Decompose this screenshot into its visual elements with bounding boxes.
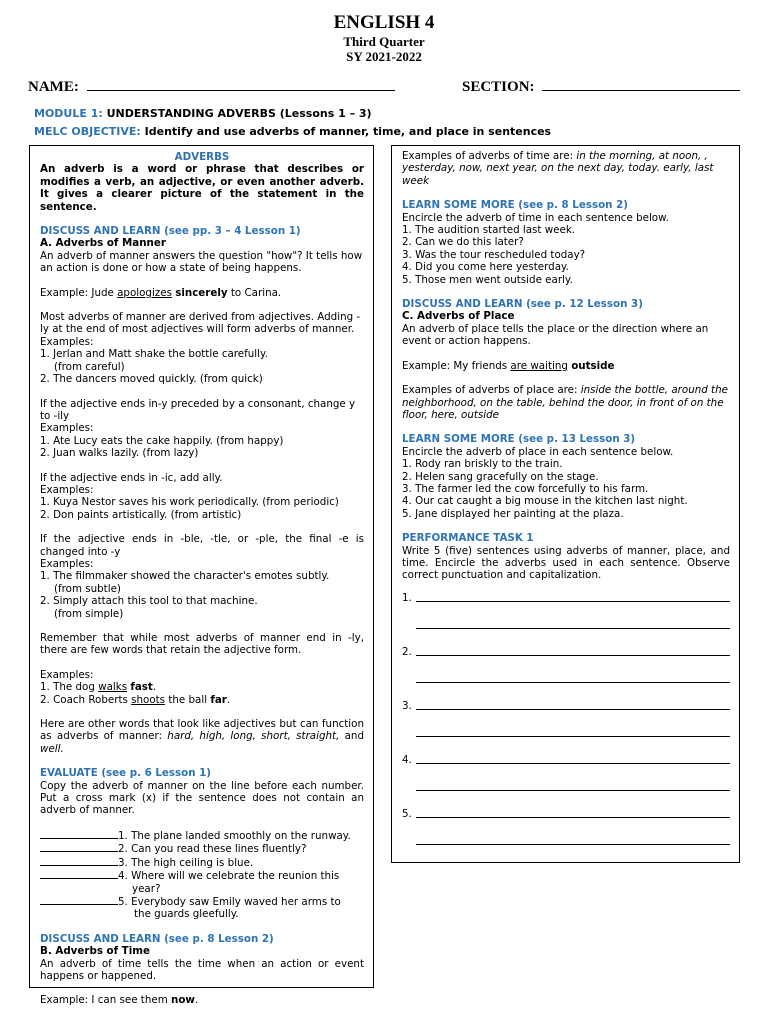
- answer-blank[interactable]: [40, 856, 118, 866]
- section-line[interactable]: [542, 78, 740, 91]
- answer-line[interactable]: [416, 682, 730, 683]
- answer-line-row: [402, 754, 730, 781]
- list-item: 2. Helen sang gracefully on the stage.: [402, 470, 599, 483]
- quarter-label: Third Quarter: [343, 34, 425, 49]
- list-item: 1. Rody ran briskly to the train.: [402, 458, 563, 471]
- melc-text: Identify and use adverbs of manner, time, and place in sentences: [144, 125, 552, 138]
- answer-line[interactable]: [416, 628, 730, 629]
- list-item: 2. The dancers moved quickly. (from quick): [40, 373, 263, 386]
- list-item: 1. The dog walks fast.: [40, 681, 157, 694]
- examples-label: Examples:: [40, 557, 94, 570]
- time-examples-text: Examples of adverbs of time are: in the morning, at noon, , yesterday, now, next year, on the next day, today. early, last week: [402, 150, 714, 187]
- answer-blank[interactable]: [40, 829, 118, 839]
- evaluate-instructions: Copy the adverb of manner on the line before each number. Put a cross mark (x) if the sentence does not contain an adverb of manner.: [40, 779, 364, 817]
- list-item-note: (from careful): [54, 360, 125, 373]
- adverb-definition: An adverb is a word or phrase that describes or modifies a verb, an adjective, or even another adverb. It gives a clearer picture of the statement in the sentence.: [40, 163, 364, 213]
- melc-line: [34, 125, 551, 138]
- evaluate-item: 1. The plane landed smoothly on the runway.: [40, 829, 364, 842]
- list-item: 2. Simply attach this tool to that machine.: [40, 595, 258, 608]
- evaluate-item: 4. Where will we celebrate the reunion this: [40, 869, 364, 882]
- list-item: 1. Ate Lucy eats the cake happily. (from happy): [40, 434, 284, 447]
- list-item: 1. The audition started last week.: [402, 224, 576, 237]
- answer-line[interactable]: [416, 709, 730, 710]
- list-item: 4. Did you come here yesterday.: [402, 261, 569, 274]
- module-line: [34, 107, 372, 120]
- list-item: 1. Kuya Nestor saves his work periodically. (from periodic): [40, 496, 339, 509]
- answer-line-row-2: [402, 673, 730, 700]
- learn-more-1-instructions: Encircle the adverb of time in each sentence below.: [402, 211, 669, 224]
- adverbs-heading: ADVERBS: [174, 151, 230, 163]
- examples-label: Examples:: [40, 422, 94, 435]
- answer-line[interactable]: [416, 844, 730, 845]
- evaluate-item: 3. The high ceiling is blue.: [40, 856, 364, 869]
- answer-number: 2.: [402, 645, 412, 658]
- manner-definition: An adverb of manner answers the question "how"? It tells how an action is done or how a state of being happens.: [40, 249, 363, 275]
- performance-task-instructions: Write 5 (five) sentences using adverbs of manner, place, and time. Encircle the adverbs used in each sentence. Observe correct punctuation and capitalization.: [402, 544, 730, 582]
- answer-line-row-2: [402, 619, 730, 646]
- manner-example: Example: Jude apologizes sincerely to Carina.: [40, 286, 282, 299]
- answer-number: 1.: [402, 591, 412, 604]
- learn-more-2-heading: LEARN SOME MORE (see p. 13 Lesson 3): [402, 433, 636, 446]
- module-text: UNDERSTANDING ADVERBS (Lessons 1 – 3): [106, 107, 372, 120]
- evaluate-item: 2. Can you read these lines fluently?: [40, 842, 364, 855]
- name-line[interactable]: [87, 78, 395, 91]
- answer-line-row: [402, 592, 730, 619]
- list-item-note: (from subtle): [54, 582, 121, 595]
- answer-blank[interactable]: [40, 895, 118, 905]
- evaluate-item: 5. Everybody saw Emily waved her arms to: [40, 895, 364, 908]
- list-item: 4. Our cat caught a big mouse in the kitchen last night.: [402, 495, 688, 508]
- answer-number: 4.: [402, 753, 412, 766]
- answer-blank[interactable]: [40, 842, 118, 852]
- answer-number: 3.: [402, 699, 412, 712]
- time-definition: An adverb of time tells the time when an action or event happens or happened.: [40, 957, 364, 982]
- answer-line[interactable]: [416, 736, 730, 737]
- answer-number: 5.: [402, 807, 412, 820]
- list-item: 2. Coach Roberts shoots the ball far.: [40, 693, 231, 706]
- adverbs-of-time-subheading: B. Adverbs of Time: [40, 945, 150, 958]
- evaluate-heading: EVALUATE (see p. 6 Lesson 1): [40, 767, 211, 780]
- y-rule-text: If the adjective ends in-y preceded by a consonant, change y to -ily: [40, 397, 356, 422]
- right-column: [391, 145, 740, 863]
- learn-more-1-heading: LEARN SOME MORE (see p. 8 Lesson 2): [402, 199, 628, 212]
- answer-line[interactable]: [416, 763, 730, 764]
- examples-label: Examples:: [40, 335, 94, 348]
- left-column: [29, 145, 374, 1007]
- section-label: SECTION:: [462, 79, 535, 95]
- adverbs-of-place-subheading: C. Adverbs of Place: [402, 310, 515, 323]
- time-example: Example: I can see them now.: [40, 994, 199, 1007]
- list-item: 2. Can we do this later?: [402, 236, 524, 249]
- name-field[interactable]: [28, 78, 395, 96]
- examples-label: Examples:: [40, 668, 94, 681]
- list-item: 3. Was the tour rescheduled today?: [402, 248, 586, 261]
- answer-line-row-2: [402, 727, 730, 754]
- answer-line[interactable]: [416, 817, 730, 818]
- place-examples-text: Examples of adverbs of place are: inside the bottle, around the neighborhood, on the table, behind the door, in front of on the floor, here, outside: [402, 384, 728, 421]
- list-item: 3. The farmer led the cow forcefully to his farm.: [402, 482, 649, 495]
- list-item: 5. Jane displayed her painting at the plaza.: [402, 507, 624, 520]
- ic-rule-text: If the adjective ends in -ic, add ally.: [40, 471, 223, 484]
- learn-more-2-instructions: Encircle the adverb of place in each sentence below.: [402, 445, 674, 458]
- list-item: 2. Don paints artistically. (from artistic): [40, 508, 242, 521]
- performance-task-heading: PERFORMANCE TASK 1: [402, 532, 534, 545]
- remember-text: Remember that while most adverbs of manner end in -ly, there are few words that retain the adjective form.: [40, 632, 364, 657]
- answer-line-row-2: [402, 835, 730, 862]
- adverbs-of-manner-subheading: A. Adverbs of Manner: [40, 237, 166, 250]
- answer-line-row-2: [402, 781, 730, 808]
- ble-rule-text: If the adjective ends in -ble, -tle, or -ple, the final -e is changed into -y: [40, 533, 364, 558]
- melc-label: MELC OBJECTIVE:: [34, 125, 141, 138]
- evaluate-item-cont: year?: [132, 882, 161, 895]
- answer-line-row: [402, 808, 730, 835]
- examples-label: Examples:: [40, 483, 94, 496]
- place-definition: An adverb of place tells the place or the direction where an event or action happens.: [402, 322, 709, 348]
- ly-rule-text: Most adverbs of manner are derived from adjectives. Adding -ly at the end of most adjectives will form adverbs of manner.: [40, 311, 361, 336]
- answer-line[interactable]: [416, 790, 730, 791]
- other-words-text: Here are other words that look like adjectives but can function as adverbs of manner: hard, high, long, short, straight, and well.: [40, 718, 364, 755]
- section-field[interactable]: [462, 78, 740, 96]
- list-item-note: (from simple): [54, 607, 124, 620]
- discuss-learn-1-heading: DISCUSS AND LEARN (see pp. 3 – 4 Lesson 1): [40, 225, 301, 238]
- school-year-label: SY 2021-2022: [346, 49, 422, 64]
- answer-line[interactable]: [416, 655, 730, 656]
- worksheet-title: ENGLISH 4: [333, 12, 435, 33]
- list-item: 1. Jerlan and Matt shake the bottle carefully.: [40, 348, 268, 361]
- list-item: 1. The filmmaker showed the character's emotes subtly.: [40, 570, 330, 583]
- answer-lines: [402, 592, 730, 862]
- discuss-learn-3-heading: DISCUSS AND LEARN (see p. 12 Lesson 3): [402, 298, 643, 311]
- answer-line-row: [402, 700, 730, 727]
- list-item: 5. Those men went outside early.: [402, 273, 573, 286]
- place-example: Example: My friends are waiting outside: [402, 359, 615, 372]
- evaluate-item-cont: the guards gleefully.: [134, 908, 239, 921]
- answer-line[interactable]: [416, 601, 730, 602]
- list-item: 2. Juan walks lazily. (from lazy): [40, 447, 199, 460]
- module-label: MODULE 1:: [34, 107, 103, 120]
- answer-line-row: [402, 646, 730, 673]
- discuss-learn-2-heading: DISCUSS AND LEARN (see p. 8 Lesson 2): [40, 932, 274, 945]
- name-label: NAME:: [28, 79, 79, 95]
- answer-blank[interactable]: [40, 869, 118, 879]
